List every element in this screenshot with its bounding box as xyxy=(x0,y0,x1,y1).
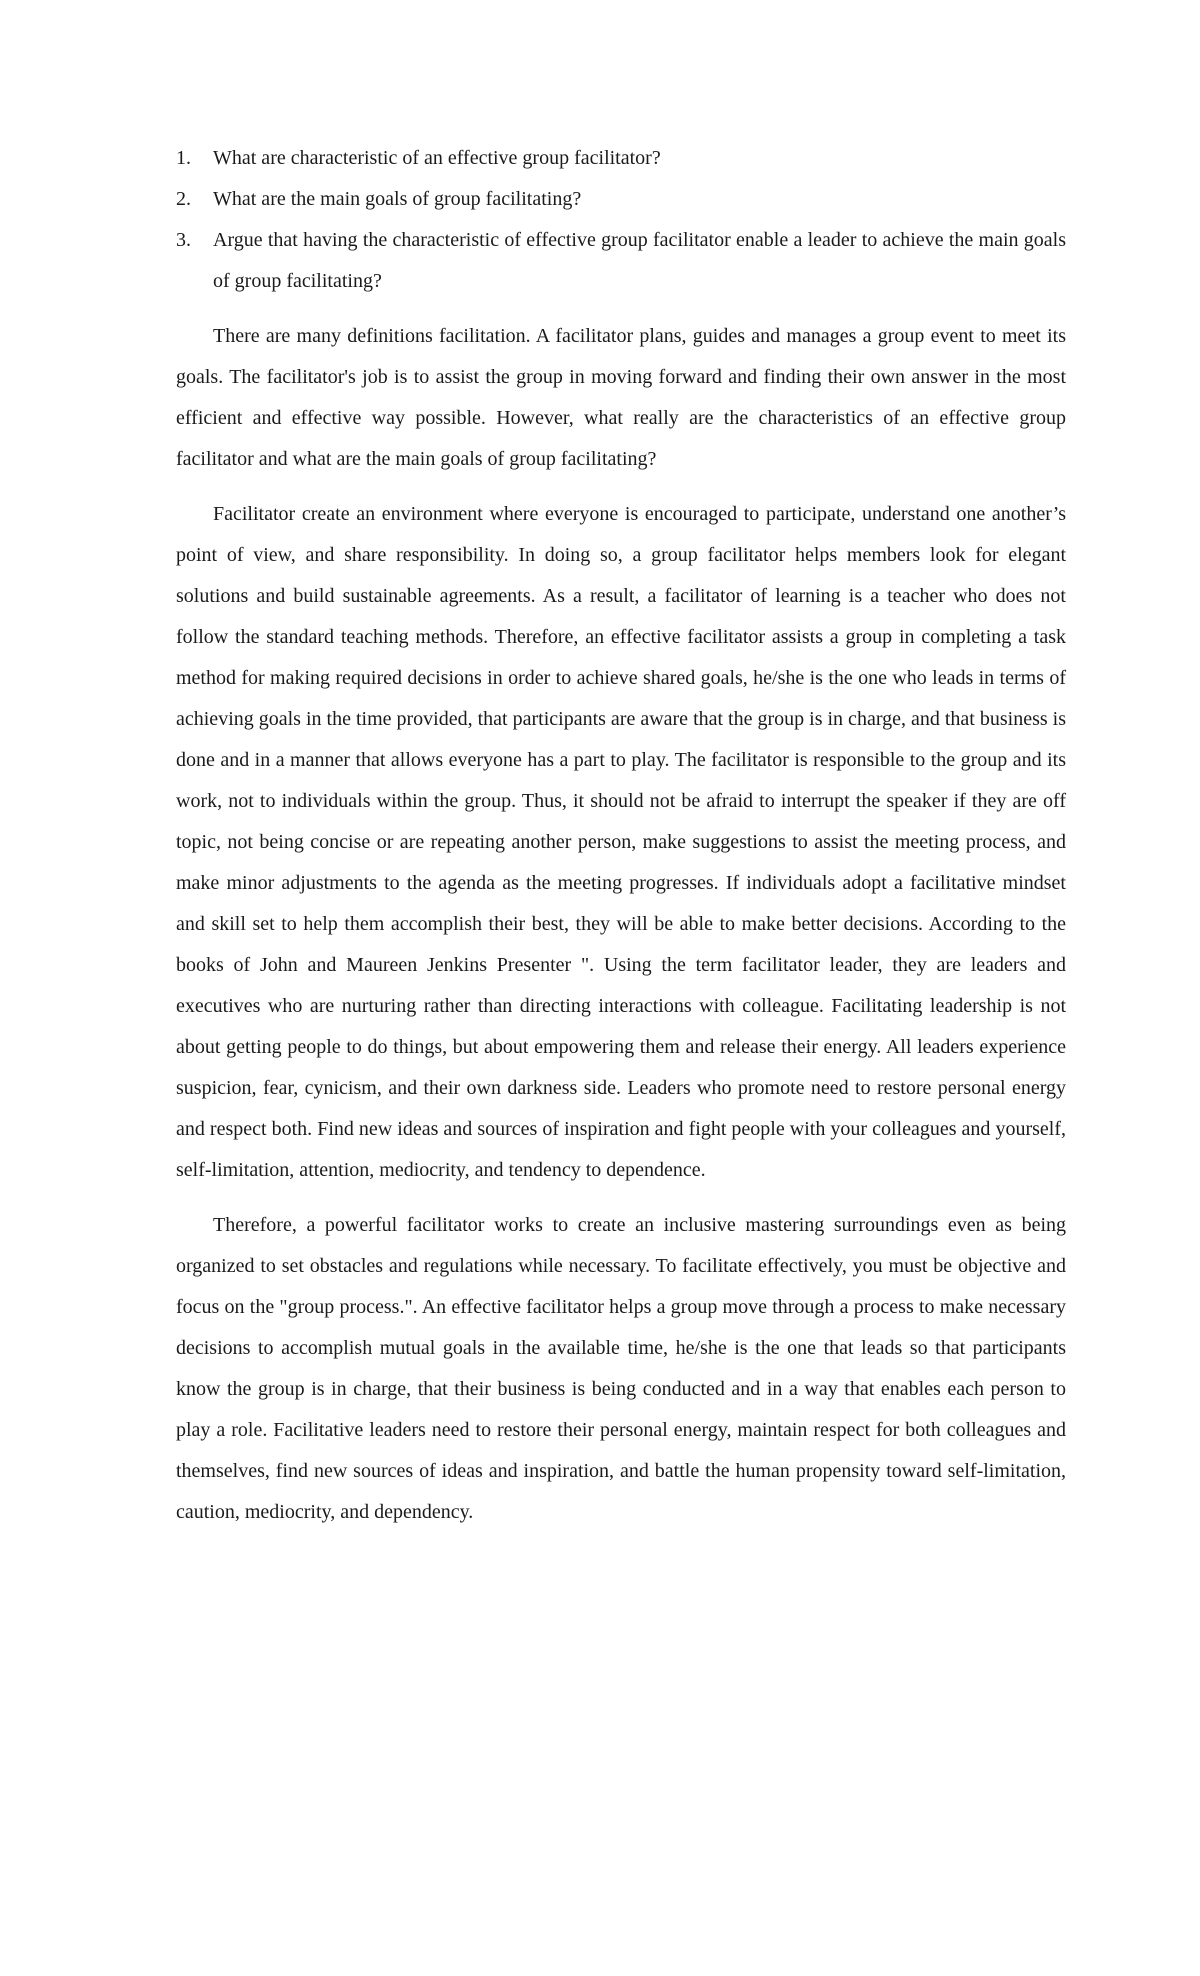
question-number: 1. xyxy=(176,147,191,169)
question-list xyxy=(176,138,1066,302)
question-text: What are the main goals of group facilitating? xyxy=(213,188,582,210)
conclusion-paragraph: Therefore, a powerful facilitator works to create an inclusive mastering surroundings even as being organized to set obstacles and regulations while necessary. To facilitate effectively, you must be objective and focus on the "group process.". An effective facilitator helps a group move through a process to make necessary decisions to accomplish mutual goals in the available time, he/she is the one that leads so that participants know the group is in charge, that their business is being conducted and in a way that enables each person to play a role. Facilitative leaders need to restore their personal energy, maintain respect for both colleagues and themselves, find new sources of ideas and inspiration, and battle the human propensity toward self-limitation, caution, mediocrity, and dependency. xyxy=(176,1214,1066,1523)
question-text: Argue that having the characteristic of effective group facilitator enable a leader to achieve the main goals of group facilitating? xyxy=(213,229,1066,292)
question-item xyxy=(176,138,1066,179)
question-item xyxy=(176,220,1066,302)
document-body xyxy=(176,138,1066,1547)
body-paragraph: Facilitator create an environment where everyone is encouraged to participate, understand one another’s point of view, and share responsibility. In doing so, a group facilitator helps members look for elegant solutions and build sustainable agreements. As a result, a facilitator of learning is a teacher who does not follow the standard teaching methods. Therefore, an effective facilitator assists a group in completing a task method for making required decisions in order to achieve shared goals, he/she is the one who leads in terms of achieving goals in the time provided, that participants are aware that the group is in charge, and that business is done and in a manner that allows everyone has a part to play. The facilitator is responsible to the group and its work, not to individuals within the group. Thus, it should not be afraid to interrupt the speaker if they are off topic, not being concise or are repeating another person, make suggestions to assist the meeting process, and make minor adjustments to the agenda as the meeting progresses. If individuals adopt a facilitative mindset and skill set to help them accomplish their best, they will be able to make better decisions. According to the books of John and Maureen Jenkins Presenter ". Using the term facilitator leader, they are leaders and executives who are nurturing rather than directing interactions with colleague. Facilitating leadership is not about getting people to do things, but about empowering them and release their energy. All leaders experience suspicion, fear, cynicism, and their own darkness side. Leaders who promote need to restore personal energy and respect both. Find new ideas and sources of inspiration and fight people with your colleagues and yourself, self-limitation, attention, mediocrity, and tendency to dependence. xyxy=(176,503,1066,1181)
intro-paragraph: There are many definitions facilitation. A facilitator plans, guides and manages a group event to meet its goals. The facilitator's job is to assist the group in moving forward and finding their own answer in the most efficient and effective way possible. However, what really are the characteristics of an effective group facilitator and what are the main goals of group facilitating? xyxy=(176,325,1066,470)
question-item xyxy=(176,179,1066,220)
question-text: What are characteristic of an effective group facilitator? xyxy=(213,147,661,169)
question-number: 3. xyxy=(176,229,191,251)
question-number: 2. xyxy=(176,188,191,210)
